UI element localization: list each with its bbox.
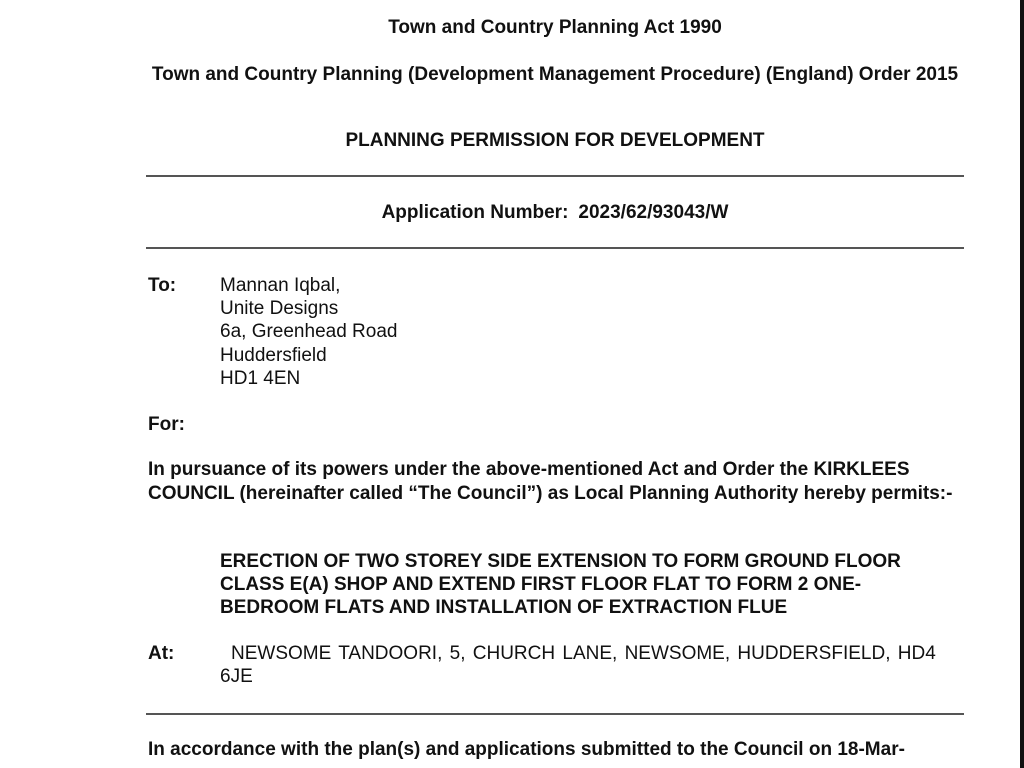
act-title: Town and Country Planning Act 1990	[388, 17, 722, 38]
address-line: Mannan Iqbal,	[220, 275, 341, 296]
to-label: To:	[148, 275, 177, 296]
accordance-paragraph: In accordance with the plan(s) and applications submitted to the Council on 18-Mar-	[148, 739, 905, 760]
address-line: Huddersfield	[220, 344, 327, 366]
application-number-label: Application Number:	[381, 202, 569, 223]
permission-title: PLANNING PERMISSION FOR DEVELOPMENT	[345, 130, 765, 151]
pursuance-paragraph: In pursuance of its powers under the above-mentioned Act and Order the KIRKLEES COUNCIL (hereinafter called “The Council”) as Local Planning Authority hereby permits:-	[148, 459, 953, 504]
site-address: NEWSOME TANDOORI, 5, CHURCH LANE, NEWSOME, HUDDERSFIELD, HD4 6JE	[220, 643, 936, 687]
application-number-line	[148, 201, 962, 225]
address-line: 6a, Greenhead Road	[220, 321, 398, 343]
order-title: Town and Country Planning (Development Management Procedure) (England) Order 2015	[151, 64, 959, 85]
divider-top	[146, 175, 964, 177]
address-line: Unite Designs	[220, 298, 339, 320]
divider-bottom	[146, 713, 964, 715]
development-description: ERECTION OF TWO STOREY SIDE EXTENSION TO FORM GROUND FLOOR CLASS E(A) SHOP AND EXTEND FIRST FLOOR FLAT TO FORM 2 ONE-BEDROOM FLATS AND INSTALLATION OF EXTRACTION FLUE	[220, 551, 901, 618]
for-label: For:	[148, 414, 185, 435]
recipient-address	[220, 274, 397, 390]
at-label: At:	[148, 643, 175, 664]
application-number-value: 2023/62/93043/W	[578, 202, 729, 223]
window-edge-bar	[1020, 0, 1024, 768]
address-line: HD1 4EN	[220, 367, 301, 389]
divider-middle	[146, 247, 964, 249]
